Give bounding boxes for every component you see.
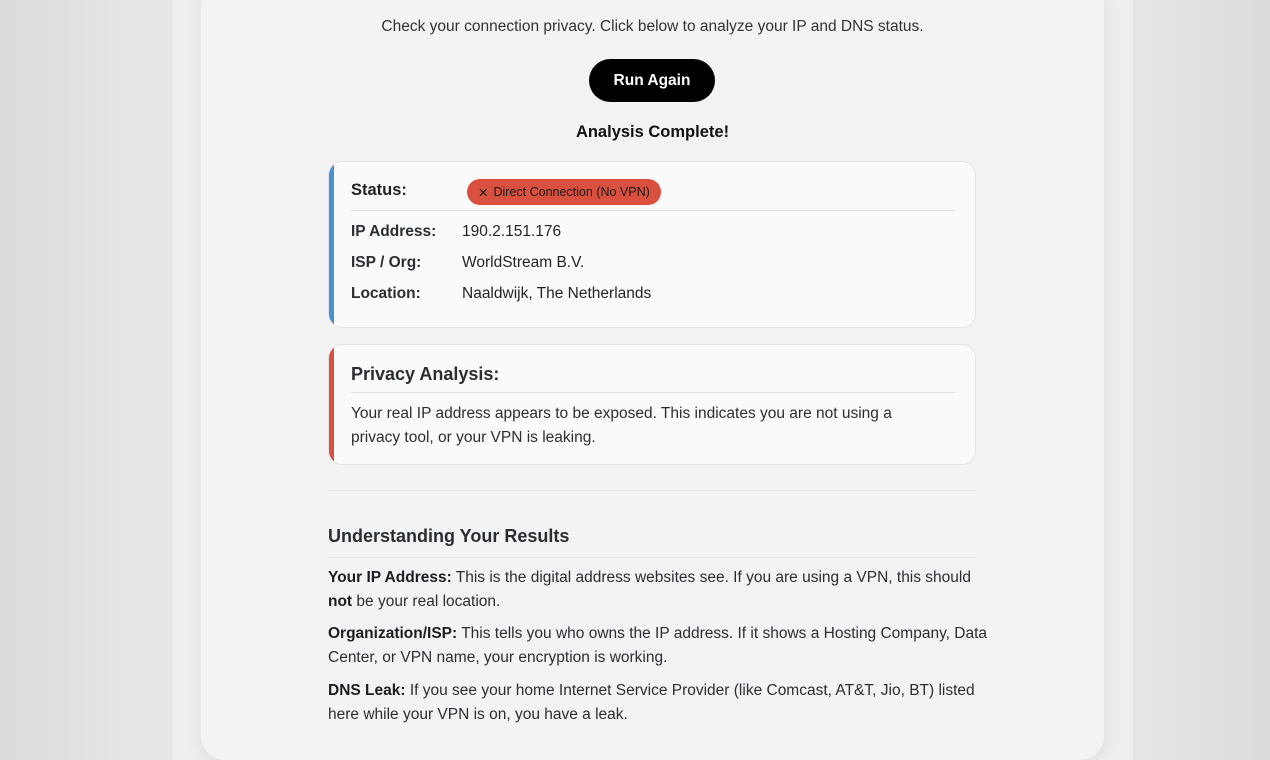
understanding-results-heading: Understanding Your Results [328, 526, 570, 546]
close-icon: ✕ [478, 185, 489, 200]
explanation-term: DNS Leak: [328, 682, 406, 699]
heading-underline [328, 557, 976, 558]
connection-status-box [328, 161, 976, 328]
explanation-organization [328, 622, 988, 670]
explanation-term: Organization/ISP: [328, 625, 458, 642]
privacy-analysis-box [328, 344, 976, 465]
explanation-text: If you see your home Internet Service Provider (like Comcast, AT&T, Jio, BT) listed here while your VPN is on, you have a leak. [328, 682, 975, 723]
status-label: Status: [351, 181, 407, 199]
ip-address-value: 190.2.151.176 [462, 223, 562, 240]
explanation-text: be your real location. [352, 593, 501, 610]
explanation-term: Your IP Address: [328, 569, 452, 586]
explanation-text: This tells you who owns the IP address. If it shows a Hosting Company, Data Center, or VPN name, your encryption is working. [328, 625, 988, 666]
ip-address-label: IP Address: [351, 223, 437, 240]
explanation-dns-leak [328, 679, 988, 727]
privacy-analysis-title: Privacy Analysis: [351, 345, 955, 393]
explanation-text: This is the digital address websites see. If you are using a VPN, this should [451, 569, 971, 586]
run-again-button[interactable]: Run Again [589, 59, 715, 102]
status-row [351, 162, 955, 211]
section-divider [328, 490, 976, 491]
analysis-complete-heading: Analysis Complete! [575, 123, 730, 141]
explanation-ip-address [328, 566, 988, 614]
isp-org-value: WorldStream B.V. [462, 254, 585, 271]
location-label: Location: [351, 285, 421, 302]
privacy-analysis-text: Your real IP address appears to be exposed. This indicates you are not using a privacy tool, or your VPN is leaking. [351, 405, 892, 446]
status-badge [467, 179, 661, 205]
isp-org-label: ISP / Org: [351, 254, 422, 271]
location-value: Naaldwijk, The Netherlands [462, 285, 652, 302]
explanation-emphasis: not [328, 593, 353, 610]
intro-text: Check your connection privacy. Click below to analyze your IP and DNS status. [381, 18, 924, 35]
status-badge-text: Direct Connection (No VPN) [493, 185, 650, 199]
